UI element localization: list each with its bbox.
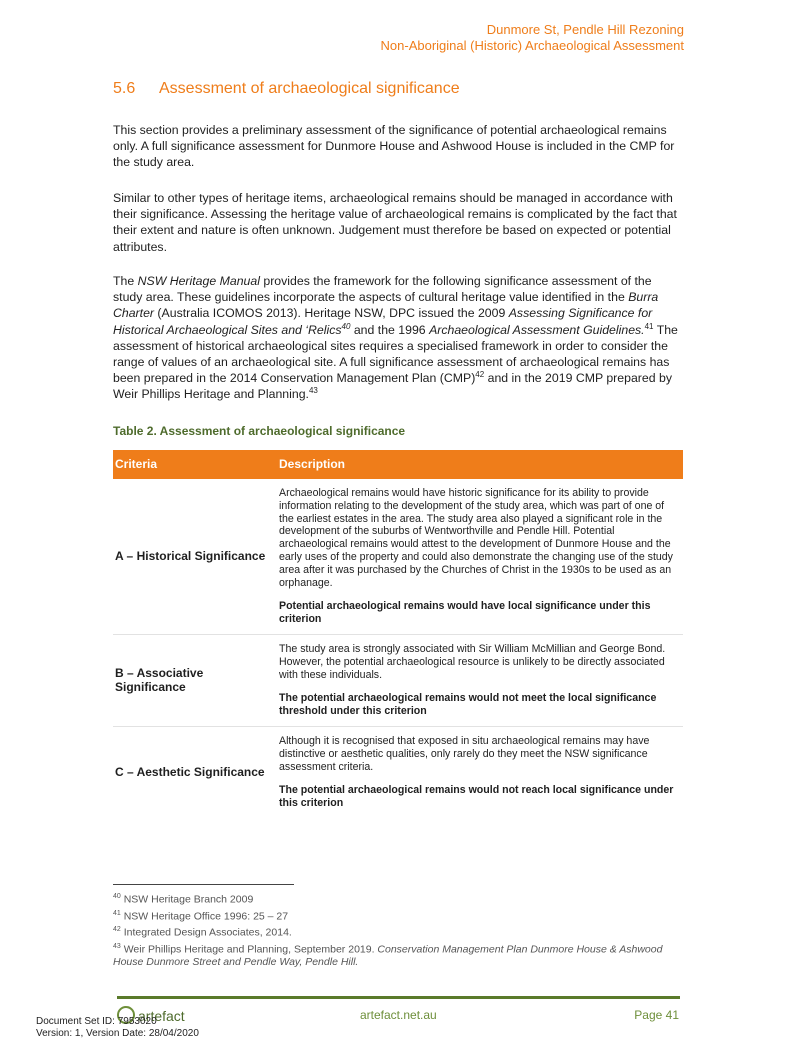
footnote-42 [113, 923, 683, 940]
footnote-number: 40 [113, 893, 121, 900]
significance-table [113, 450, 683, 818]
footnote-ref-43: 43 [308, 386, 318, 396]
description-text: The study area is strongly associated with Sir William McMillian and George Bond. However, the potential archaeological resource is unlikely to be directly associated with these individuals. [279, 642, 666, 681]
footnote-number: 42 [113, 926, 121, 933]
table-header-row [113, 450, 683, 479]
footnote-ref-41: 41 [644, 321, 654, 331]
footnote-41 [113, 907, 683, 924]
footnote-40 [113, 890, 683, 907]
version-info: Version: 1, Version Date: 28/04/2020 [36, 1028, 199, 1039]
criteria-cell: B – Associative Significance [113, 634, 277, 726]
header-line-1: Dunmore St, Pendle Hill Rezoning [486, 22, 684, 37]
p3-text: and the 1996 [350, 322, 430, 337]
section-title: Assessment of archaeological significance [159, 80, 460, 97]
header-criteria: Criteria [113, 450, 277, 479]
paragraph-2: Similar to other types of heritage items, archaeological remains should be managed in accordance with their significance. Assessing the heritage value of archaeological remains is complicated by the fact that their extent and nature is often unknown. Judgement must therefore be based on expected or potential attributes. [113, 191, 677, 254]
footnote-number: 41 [113, 909, 121, 917]
header-line-2: Non-Aboriginal (Historic) Archaeological Assessment [380, 38, 684, 53]
p3-title-guidelines: Archaeological Assessment Guidelines. [429, 322, 645, 337]
footnote-ref-42: 42 [475, 370, 485, 380]
description-cell [277, 479, 683, 634]
footnote-text: NSW Heritage Office 1996: 25 – 27 [120, 910, 289, 922]
description-text: Archaeological remains would have historic significance for its ability to provide information relating to the development of the study area, which was part of one of the earliest estates in the area. The study area also played a significant role in the development of the suburbs of Wentworthville and Pendle Hill. Potential archaeological remains would attest to the development of Dunmore House and the early uses of the property and could also demonstrate the changing use of the study area after it was purchased by the Churches of Christ in the 1930s to be used as an orphanage. [279, 487, 673, 589]
footnote-ref-40: 40 [341, 321, 351, 331]
logo-text: artefact [138, 1008, 185, 1024]
p3-title-heritage-manual: NSW Heritage Manual [137, 274, 260, 288]
p3-text: The [113, 274, 138, 288]
p3-text: The assessment of historical archaeological sites requires a specialised framework in order to consider the range of values of an archaeological site. A full significance assessment of archaeological remains has been prepared in the 2014 Conservation Management Plan (CMP) [113, 322, 678, 386]
running-header [381, 22, 684, 54]
section-number: 5.6 [113, 80, 136, 97]
description-cell [277, 634, 683, 726]
paragraph-1: This section provides a preliminary assessment of the significance of potential archaeological remains only. A full significance assessment for Dunmore House and Ashwood House is included in the CMP for the study area. [113, 123, 675, 170]
table-row [113, 726, 683, 817]
header-description: Description [277, 450, 683, 479]
criteria-cell: A – Historical Significance [113, 479, 277, 634]
description-cell [277, 726, 683, 817]
footnote-text: Integrated Design Associates, 2014. [120, 926, 292, 939]
footnote-separator [113, 884, 294, 885]
section-heading [113, 80, 460, 98]
footer-rule [117, 996, 680, 999]
footnote-43 [113, 940, 683, 970]
description-text: Although it is recognised that exposed in situ archaeological remains may have distinctive or aesthetic qualities, only rarely do they meet the NSW significance assessment criteria. [279, 734, 650, 773]
table-row [113, 634, 683, 726]
document-id-stamp [36, 1016, 199, 1040]
criteria-cell: C – Aesthetic Significance [115, 765, 265, 780]
footnote-number: 43 [113, 942, 121, 950]
p3-title-burra-charter: Burra Charter [113, 290, 659, 321]
table-row [113, 479, 683, 634]
footnotes [113, 890, 683, 969]
footnote-text: NSW Heritage Branch 2009 [120, 893, 254, 906]
footer-website: artefact.net.au [360, 1008, 437, 1022]
paragraph-3 [113, 273, 683, 403]
footnote-title: Conservation Management Plan Dunmore House & Ashwood House Dunmore Street and Pendle Way, Pendle Hill. [113, 943, 663, 968]
p3-text: and in the 2019 CMP prepared by Weir Phillips Heritage and Planning. [113, 371, 672, 402]
p3-text: provides the framework for the following significance assessment of the study area. These guidelines incorporate the aspects of cultural heritage value identified in the [113, 274, 652, 305]
conclusion-text: Potential archaeological remains would have local significance under this criterion [279, 600, 651, 626]
doc-set-id: Document Set ID: 7953020 [36, 1016, 157, 1027]
p3-text: (Australia ICOMOS 2013). Heritage NSW, DPC issued the 2009 [154, 306, 509, 321]
page-number: Page 41 [634, 1008, 679, 1022]
p3-title-assessing-significance: Assessing Significance for Historical Archaeological Sites and ‘Relics [113, 306, 653, 337]
conclusion-text: The potential archaeological remains would not meet the local significance threshold under this criterion [279, 692, 657, 718]
conclusion-text: The potential archaeological remains would not reach local significance under this criterion [279, 784, 674, 810]
table-caption: Table 2. Assessment of archaeological significance [113, 424, 406, 438]
footnote-text: Weir Phillips Heritage and Planning, September 2019. [120, 943, 378, 955]
